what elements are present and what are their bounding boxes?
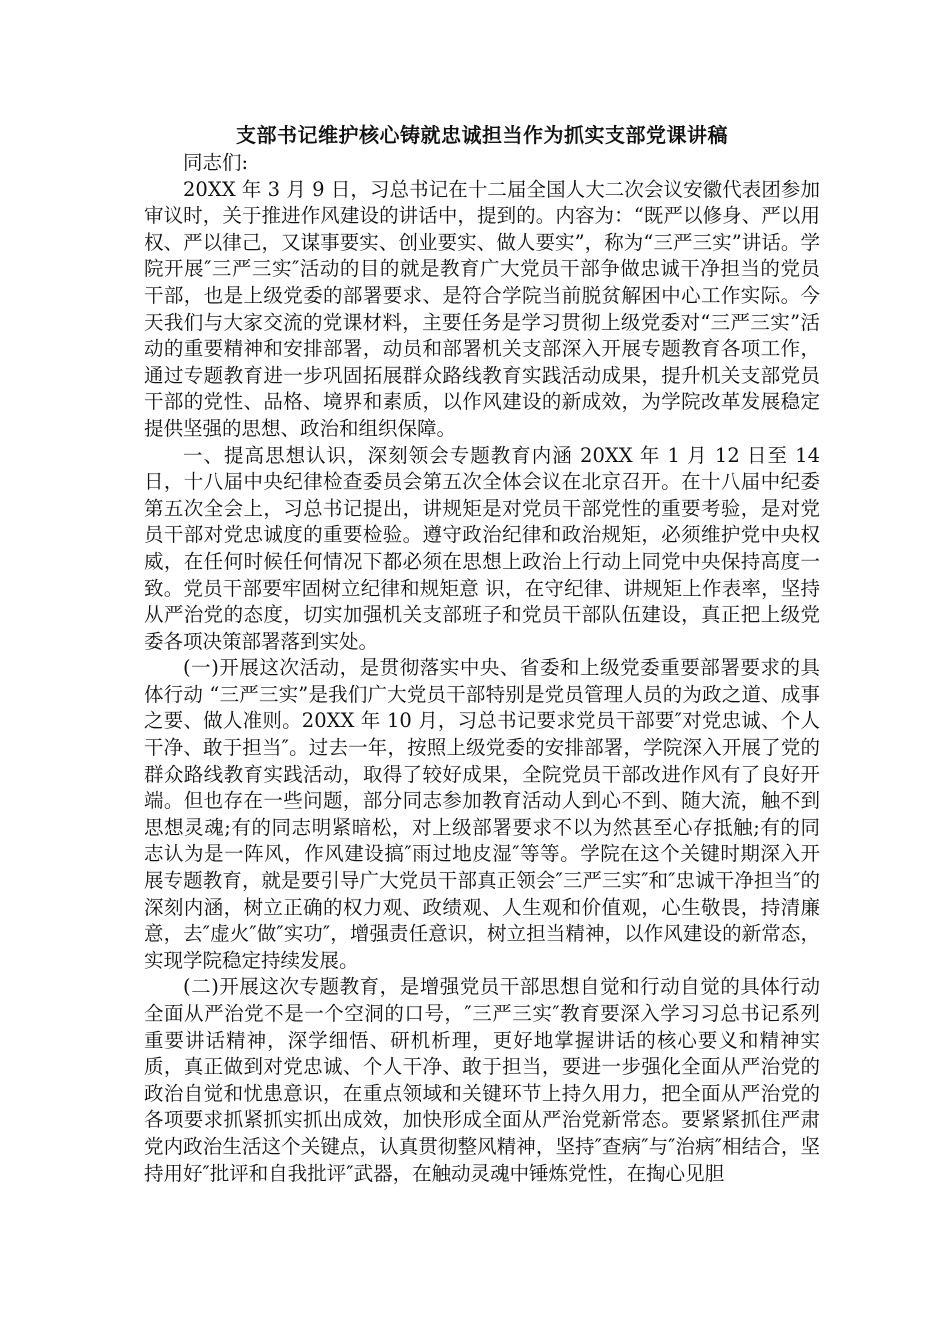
paragraph-section-1: 一、提高思想认识，深刻领会专题教育内涵 20XX 年 1 月 12 日至 14 日，十八届中央纪律检查委员会第五次全体会议在北京召开。在十八届中纪委第五次全会上，习总书记提出，讲规矩是对党员干部党性的重要考验，是对党员干部对党忠诚度的重要检验。遵守政治纪律和政治规矩，必须维护党中央权威，在任何时候任何情况下都必须在思想上政治上行动上同党中央保持高度一致。党员干部要牢固树立纪律和规矩意 识，在守纪律、讲规矩上作表率，坚持从严治党的态度，切实加强机关支部班子和党员干部队伍建设，真正把上级党委各项决策部署落到实处。 [144, 443, 820, 653]
document-title: 支部书记维护核心铸就忠诚担当作为抓实支部党课讲稿 [236, 123, 728, 147]
paragraph-subsection-2: (二)开展这次专题教育，是增强党员干部思想自觉和行动自觉的具体行动 全面从严治党不是一个空洞的口号，″三严三实″教育要深入学习习总书记系列重要讲话精神，深学细悟、研机析理，更好地掌握讲话的核心要义和精神实质，真正做到对党忠诚、个人干净、敢于担当，要进一步强化全面从严治党的政治自觉和忧患意识，在重点领域和关键环节上持久用力，把全面从严治党的各项要求抓紧抓实抓出成效，加快形成全面从严治党新常态。要紧紧抓住严肃党内政治生活这个关键点，认真贯彻整风精神，坚持″查病″与″治病″相结合，坚持用好″批评和自我批评″武器，在触动灵魂中锤炼党性，在掏心见胆 [144, 975, 820, 1185]
document-body [144, 120, 820, 1187]
paragraph-intro: 20XX 年 3 月 9 日，习总书记在十二届全国人大二次会议安徽代表团参加审议时，关于推进作风建设的讲话中，提到的。内容为：“既严以修身、严以用权、严以律己，又谋事要实、创业要实、做人要实”，称为“三严三实”讲话。学院开展″三严三实″活动的目的就是教育广大党员干部争做忠诚干净担当的党员干部，也是上级党委的部署要求、是符合学院当前脱贫解困中心工作实际。今天我们与大家交流的党课材料，主要任务是学习贯彻上级党委对“三严三实”活动的重要精神和安排部署，动员和部署机关支部深入开展专题教育各项工作，通过专题教育进一步巩固拓展群众路线教育实践活动成果，提升机关支部党员干部的党性、品格、境界和素质，以作风建设的新成效，为学院改革发展稳定提供坚强的思想、政治和组织保障。 [144, 177, 820, 440]
paragraph-subsection-1: (一)开展这次活动，是贯彻落实中央、省委和上级党委重要部署要求的具体行动 “三严三实”是我们广大党员干部特别是党员管理人员的为政之道、成事之要、做人准则。20XX 年 10 月，习总书记要求党员干部要″对党忠诚、个人干净、敢于担当″。过去一年，按照上级党委的安排部署，学院深入开展了党的群众路线教育实践活动，取得了较好成果，全院党员干部改进作风有了良好开端。但也存在一些问题，部分同志参加教育活动人到心不到、随大流，触不到思想灵魂;有的同志明紧暗松，对上级部署要求不以为然甚至心存抵触;有的同志认为是一阵风，作风建设搞″雨过地皮湿″等等。学院在这个关键时期深入开展专题教育，就是要引导广大党员干部真正领会″三严三实″和″忠诚干净担当″的深刻内涵，树立正确的权力观、政绩观、人生观和价值观，心生敬畏，持清廉意，去″虚火″做″实功″，增强责任意识，树立担当精神，以作风建设的新常态，实现学院稳定持续发展。 [144, 656, 820, 972]
salutation: 同志们: [183, 151, 249, 174]
